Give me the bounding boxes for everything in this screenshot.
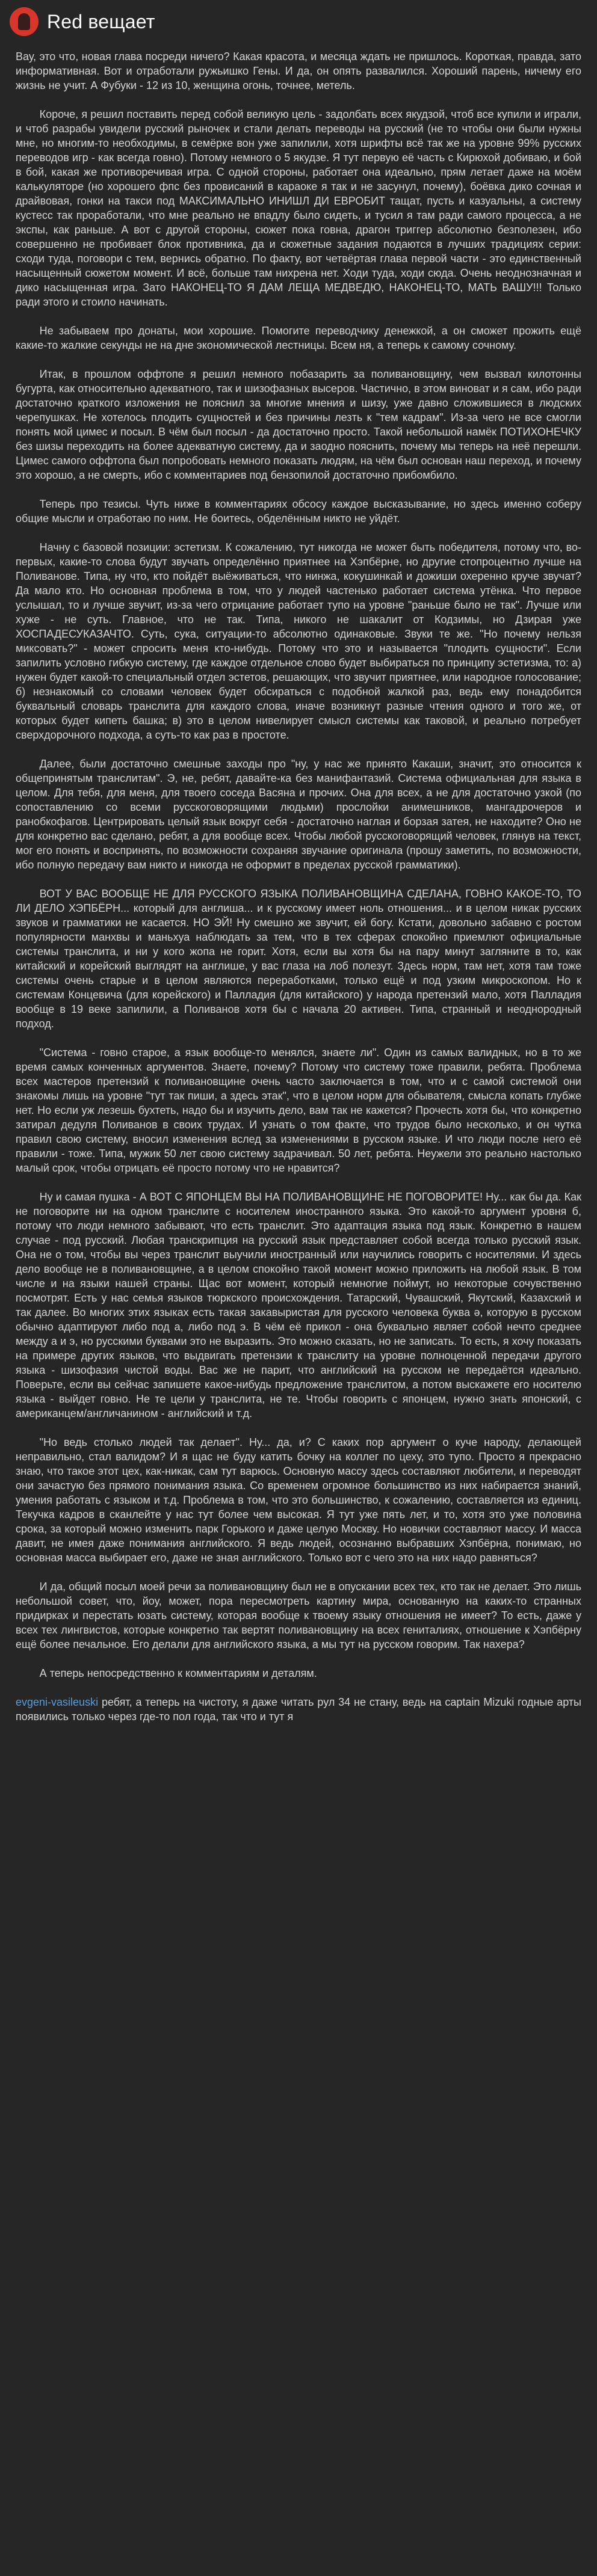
post-paragraph-japanese-speakers: Ну и самая пушка - А ВОТ С ЯПОНЦЕМ ВЫ НА ПОЛИВАНОВЩИНЕ НЕ ПОГОВОРИТЕ! Ну... как бы да. Как не поговорите ни на одном транслите с носителем иностранного языка. Это какой-то аргумент уровня б, потому что люди немного забывают, что есть транслит. Это адаптация языка под язык. Конкретно в нашем случае - под русский. Любая транскрипция на русский язык представляет собой всегда только русский язык. Она не о том, чтобы вы через транслит выучили иностранный или научились говорить с носителями. И здесь дело вообще не в поливановщине, а в целом спокойно такой момент можно приложить на любой язык. В том числе и на языки нашей страны. Щас вот момент, который немногие поймут, но некоторые сочувственно посмотрят. Есть у нас семья языков тюркского происхождения. Татарский, Чувашский, Якутский, Казахский и так далее. Во многих этих языках есть такая закавыристая для русского человека буква ә, которую в русском обычно адаптируют либо под а, либо под э. В чём её прикол - она буквально являет собой нечто среднее между а и э, но русскими буквами это не выразить. Это можно сказать, но не записать. То есть, я хочу показать на примере других языков, что выдвигать претензии к транслиту на уровне полноценной передачи другого языка - шизофазия чистой воды. Вас же не парит, что английский на русском не передаётся идеально. Поверьте, если вы сейчас запишете какое-нибудь предложение транслитом, а потом выскажете его носителю языка - выйдет говно. Не те цели у транслита, не те. Чтобы говорить с японцем, нужно знать японский, с американцем/англичанином - английский и т.д.	[16, 1191, 581, 1419]
comment-text: ребят, а теперь на чистоту, я даже читать рул 34 не стану, ведь на captain Mizuki годные арты появились только через где-то пол года, так что и тут я	[16, 1696, 581, 1723]
post-paragraph-many-people: "Но ведь столько людей так делает". Ну... да, и? С каких пор аргумент о куче народу, делающей неправильно, стал валидом? И я щас не буду катить бочку на коллег по цеху, это тупо. Просто я прекрасно знаю, что такое этот цех, как-никак, сам тут варюсь. Основную массу здесь составляют любители, и переводят они зачастую без прямого понимания языка. Со временем огромное большинство из них набирается знаний, умения работать с языком и т.д. Проблема в том, что это большинство, к сожалению, составляется из единиц. Текучка кадров в сканлейте у нас тут более чем высокая. Я тут уже пять лет, и то, хотя это уже половина срока, за который можно изменить парк Горького и даже целую Москву. Но новички составляют массу. И масса давит, не имея даже понимания английского. Я ведь людей, осознанно выбравших Хэпбёрна, понимаю, но основная масса выбирает его, даже не зная английского. Только вот с чего это на них надо равняться?	[16, 1436, 581, 1564]
post-paragraph-donations: Не забываем про донаты, мои хорошие. Помогите переводчику денежкой, а он сможет прожить ещё какие-то жалкие секунды не на дне экономической лестницы. Всем ня, а теперь к самому сочному.	[16, 325, 581, 351]
post-paragraph-intro: Вау, это что, новая глава посреди ничего? Какая красота, и месяца ждать не пришлось. Короткая, правда, зато информативная. Вот и отработали ружьишко Гены. И да, он опять развалился. Хороший парень, ничему его жизнь не учит. А Фубуки - 12 из 10, женщина огонь, точнее, метель.	[16, 51, 581, 91]
post-paragraph-official-system: Далее, были достаточно смешные заходы про "ну, у нас же принято Какаши, значит, это относится к общепринятым транслитам". Э, не, ребят, давайте-ка без манифантазий. Система официальная для языка в целом. Для тебя, для меня, для твоего соседа Васяна и прочих. Она для всех, а не для достаточно узкой (по сопоставлению со всеми русскоговорящими людьми) прослойки анимешников, мангадрочеров и ранобкофагов. Центрировать целый язык вокруг себя - достаточно наглая и борзая затея, не находите? Оно не для конкретно вас сделано, ребят, а для вообще всех. Чтобы любой русскоговорящий человек, глянув на текст, мог его понять и воспринять, по возможности сохраняя звучание оригинала (прошу заметить, по возможности, ибо полную передачу вам никто и никогда не оформит в пределах русской грамматики).	[16, 758, 581, 871]
post-paragraph-offtopic: Итак, в прошлом оффтопе я решил немного побазарить за поливановщину, чем вызвал килотонны бугурта, как относительно адекватного, так и шизофазных высеров. Частично, в этом виноват и я сам, ибо ради достаточно краткого изложения не пояснил за многие мнения и шизу, уже давно сложившиеся в людских черепушках. Не хотелось плодить сущностей и без причины лезть к "тем кадрам". Из-за чего не все смогли понять мой цимес и посыл. В чём был посыл - да достаточно просто. Такой небольшой намёк ПОТИХОНЕЧКУ без шизы переходить на более адекватную систему, да и заодно пояснить, почему мы теперь на неё перешли. Цимес самого оффтопа был попробовать немного показать людям, на чём был основан наш переход, и почему это хорошо, а не смерть, ибо с комментариев под бензопилой достаточно прибомбило.	[16, 368, 581, 481]
post-paragraph-hepburn: ВОТ У ВАС ВООБЩЕ НЕ ДЛЯ РУССКОГО ЯЗЫКА ПОЛИВАНОВЩИНА СДЕЛАНА, ГОВНО КАКОЕ-ТО, ТО ЛИ ДЕЛО ХЭПБЁРН... который для англиша... и к русскому имеет ноль отношения... и в целом никак русских звуков и грамматики не касается. НО ЭЙ! Ну смешно же звучит, ей богу. Кстати, довольно забавно с ростом популярности манхвы и маньхуа наблюдать за тем, что в тех сферах спокойно приемлют официальные системы транслита, и ни у кого жопа не горит. Хотя, если вы хотя бы на пару минут загляните в то, как китайский и корейский выглядят на англише, у вас глаза на лоб полезут. Здесь норм, там нет, хотя там тоже системы очень старые и в целом являются переработками, только ещё и под узким микроскопом. Но к системам Концевича (для корейского) и Палладия (для китайского) у народа претензий мало, хотя Палладия вообще в 19 веке запилили, а Поливанов хотя бы с начала 20 активен. Типа, странный и неоднородный подход.	[16, 888, 581, 1030]
comment-author-link[interactable]: evgeni-vasileuski	[16, 1696, 99, 1708]
comment-preview	[16, 1695, 581, 1724]
channel-header	[0, 0, 597, 43]
post-paragraph-aesthetics: Начну с базовой позиции: эстетизм. К сожалению, тут никогда не может быть победителя, потому что, во-первых, какие-то слова будут звучать определённо приятнее на Хэпбёрне, но другие стопроцентно лучше на Поливанове. Типа, ну что, кто пойдёт выёживаться, что нинжа, кокушинкай и дожиши охеренно круче звучат? Да мало кто. Но основная проблема в том, что у людей частенько работает система утёнка. Что первое услышал, то и лучше звучит, из-за чего отрицание работает тупо на уровне "раньше было не так". Лучше или хуже - не суть. Главное, что не так. Типа, никого не шакалит от Кодзимы, но Дзирая уже ХОСПАДЕСУКАЗАЧТО. Суть, сука, ситуации-то абсолютно одинаковые. Звуки те же. "Но почему нельзя миксовать?" - может спросить меня кто-нибудь. Потому что это и называется "плодить сущности". Если запилить условно гибкую систему, где каждое отдельное слово будет выбираться по принципу эстетизма, то: а) нужен будет какой-то специальный отдел эстетов, решающих, что звучит приятнее, или народное голосование; б) незнакомый со словами человек будет обсираться с подобной жалкой раз, ведь ему понадобится буквальный словарь транслита для каждого слова, иначе возникнут разные чтения одного и того же, от которых будет кипеть башка; в) это в целом нивелирует смысл системы как таковой, и реально потребует сверхдорочного подхода, а суть-то как раз в простоте.	[16, 541, 581, 741]
post-paragraph-conclusion: И да, общий посыл моей речи за поливановщину был не в опускании всех тех, кто так не делает. Это лишь небольшой совет, что, йоу, может, пора пересмотреть картину мира, основанную на каких-то странных придирках и перестать юзать систему, которая вообще к твоему языку отношения не имеет? То есть, даже у всех тех лингвистов, которые конкретно так вертят поливановщину на всех гениталиях, отношение к Хэпбёрну ещё более печальное. Его делали для английского языка, а мы тут на русском говорим. Так нахера?	[16, 1581, 581, 1650]
post-paragraph-old-system: "Система - говно старое, а язык вообще-то менялся, знаете ли". Один из самых валидных, но в то же время самых конченных аргументов. Знаете, почему? Потому что систему тоже правили, ребята. Проблема всех мастеров претензий к поливановщине очень часто заключается в том, что и с самой системой они знакомы лишь на уровне "тут так пиши, а здесь этак", что в целом норм для обывателя, смысла копать глубже нет. Но если уж лезешь бухтеть, надо бы и изучить дело, вам так не кажется? Прочесть хотя бы, что конкретно затирал дедуля Поливанов в своих трудах. И узнать о том факте, что трудов было несколько, и он чутка правил свою систему, вносил изменения вслед за изменениями в русском языке. И что люди после него её правили - тоже. Типа, мужик 50 лет свою систему задрачивал. 50 лет, ребята. Неужели это реально настолько малый срок, чтобы отрицать её просто потому что не нравится?	[16, 1047, 581, 1174]
channel-name[interactable]: Red вещает	[47, 10, 155, 32]
post-body	[0, 43, 597, 1724]
post-paragraph-yakuza: Короче, я решил поставить перед собой великую цель - задолбать всех якудзой, чтоб все купили и играли, и чтоб разрабы увидели русский рыночек и стали делать переводы на русский (не то чтобы они были нужны мне, но многим-то необходимы, в семёрке вон уже запилили, хотя шрифты всё так же на уровне 99% русских переводов игр - как всегда говно). Потому немного о 5 якудзе. Я тут первую её часть с Кирюхой добиваю, и бой в бой, какая же противоречивая игра. С одной стороны, работает она идеально, прям летает даже на моём калькуляторе (но хорошего фпс без провисаний в караоке я так и не засунул, почему), боёвка дико сочная и драйвовая, гонки на такси под МАКСИМАЛЬНО ИНИШЛ ДИ ЕВРОБИТ тащат, пусть и казуальны, а систему кустесс так проработали, что мне реально не впадлу было сидеть, и тусил я там ради самого процесса, а не экспы, как раньше. А вот с другой стороны, сюжет пока говна, драгон триггер абсолютно безполезен, ибо совершенно не пробивает блок противника, да и сюжетные задания подаются в лучших традициях серии: сходи туда, поговори с тем, вернись обратно. По факту, вот четвёртая глава первой части - это единственный насыщенный сюжетом момент. И всё, больше там нихрена нет. Ходи туда, ходи сюда. Очень неоднозначная и дико насыщенная игра. Зато НАКОНЕЦ-ТО Я ДАМ ЛЕЩА МЕДВЕДЮ, НАКОНЕЦ-ТО, МАТЬ ВАШУ!!! Только ради этого и стоило начинать.	[16, 108, 581, 308]
post-paragraph-to-comments: А теперь непосредственно к комментариям и деталям.	[39, 1667, 317, 1679]
post-paragraph-theses: Теперь про тезисы. Чуть ниже в комментариях обсосу каждое высказывание, но здесь именно соберу общие мысли и отработаю по ним. Не боитесь, обделённым никто не уйдёт.	[16, 498, 581, 524]
channel-avatar[interactable]	[10, 7, 39, 36]
avatar-figure-icon	[18, 13, 30, 30]
